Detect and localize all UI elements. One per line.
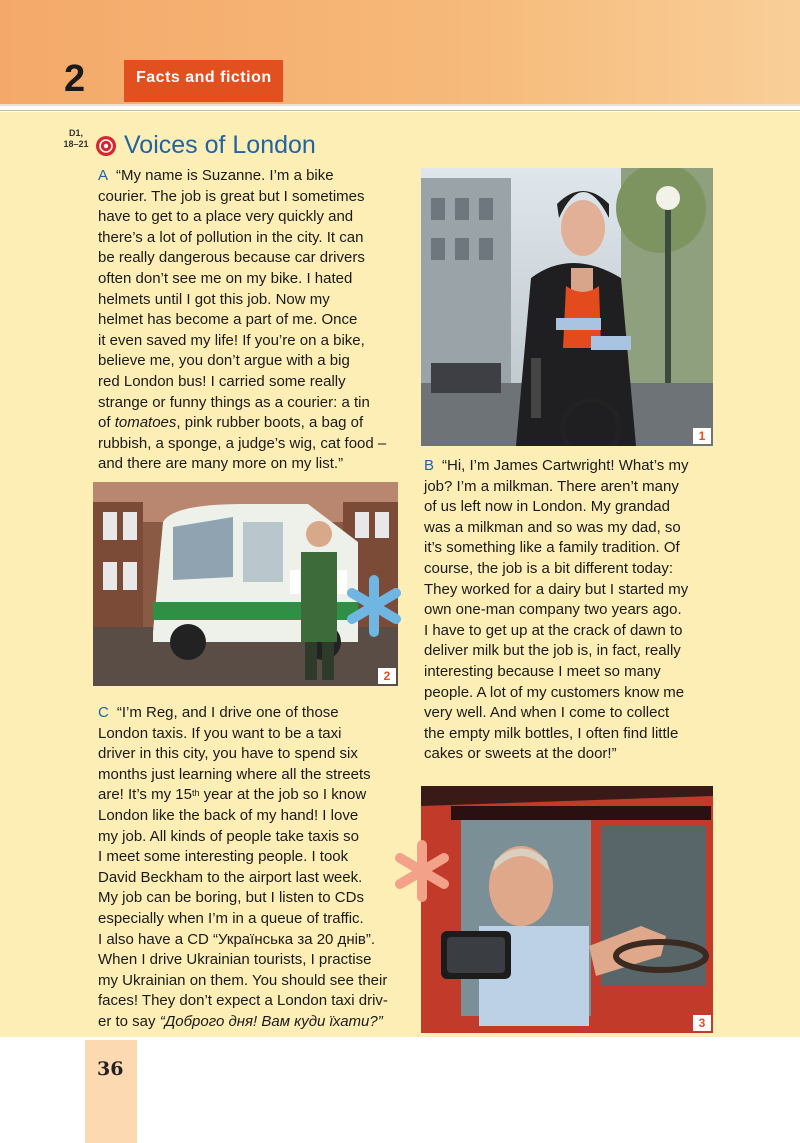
text-line: “Hi, I’m James Cartwright! What’s my xyxy=(442,457,689,474)
audio-cd-icon[interactable] xyxy=(95,135,117,157)
unit-title-tab: Facts and fiction xyxy=(124,60,283,102)
text-line: David Beckham to the airport last week. xyxy=(98,868,363,886)
text-line: courier. The job is great but I sometimes xyxy=(98,187,365,205)
text-line: I meet some interesting people. I took xyxy=(98,848,349,866)
text-line: I also have a CD “Українська за 20 днів”. xyxy=(98,930,376,948)
text-line: course, the job is a bit different today: xyxy=(424,559,674,577)
blue-flower-icon xyxy=(346,573,402,639)
text-line: the empty milk bottles, I often find little xyxy=(424,724,679,742)
bike-courier-image xyxy=(421,168,713,446)
text-line: have to get to a place very quickly and xyxy=(98,208,354,226)
text-line: interesting because I meet so many xyxy=(424,662,661,680)
text-line: driver in this city, you have to spend six xyxy=(98,745,358,763)
track-disc: D1, xyxy=(68,128,83,138)
unit-number: 2 xyxy=(64,58,86,100)
text-line: London taxis. If you want to be a taxi xyxy=(98,724,342,742)
text-line: “I’m Reg, and I drive one of those xyxy=(116,704,339,721)
text-line: helmet has become a part of me. Once xyxy=(98,311,358,329)
text-line: believe me, you don’t argue with a big xyxy=(98,352,350,370)
text-line: rubbish, a sponge, a judge’s wig, cat food – xyxy=(98,434,387,452)
text-line: my job. All kinds of people take taxis so xyxy=(98,827,359,845)
text-line: I have to get up at the crack of dawn to xyxy=(424,621,683,639)
text-line: people. A lot of my customers know me xyxy=(424,683,685,701)
text-line: red London bus! I carried some really xyxy=(98,372,346,390)
text-line: “My name is Suzanne. I’m a bike xyxy=(116,167,334,184)
text-line: They worked for a dairy but I started my xyxy=(424,580,689,598)
text-line: especially when I’m in a queue of traffic. xyxy=(98,909,364,927)
text-line: often don’t see me on my bike. I hated xyxy=(98,269,353,287)
photo-bike-courier xyxy=(421,168,713,446)
audio-track-label xyxy=(58,128,94,150)
text-line: my Ukrainian on them. You should see their xyxy=(98,971,388,989)
text-line xyxy=(424,456,744,477)
section-title: Voices of London xyxy=(124,131,316,159)
text-a xyxy=(98,166,418,475)
photo-number: 1 xyxy=(693,428,711,444)
text-c-letter: C xyxy=(98,704,109,721)
pink-flower-icon xyxy=(394,838,450,904)
text-line: there’s a lot of pollution in the city. It can xyxy=(98,228,364,246)
page-number: 36 xyxy=(97,1058,124,1080)
unit-header xyxy=(0,0,800,104)
text-line: of us left now in London. My grandad xyxy=(424,498,670,516)
text-line: be really dangerous because car drivers xyxy=(98,249,365,267)
italic-word: tomatoes xyxy=(114,414,177,432)
text-line: it even saved my life! If you’re on a bike, xyxy=(98,331,365,349)
text-line: When I drive Ukrainian tourists, I practise xyxy=(98,951,372,969)
text-line xyxy=(98,413,418,434)
text-line: cakes or sweets at the door!” xyxy=(424,745,617,763)
text-a-letter: A xyxy=(98,167,109,184)
text-b-letter: B xyxy=(424,457,435,474)
text-line: and there are many more on my list.” xyxy=(98,455,344,473)
text-line: helmets until I got this job. Now my xyxy=(98,290,330,308)
text-line: strange or funny things as a courier: a tin xyxy=(98,393,370,411)
text-fragment: are! It’s my 15 xyxy=(98,786,192,804)
text-line: faces! They don’t expect a London taxi driv- xyxy=(98,992,388,1010)
text-line: very well. And when I come to collect xyxy=(424,704,670,722)
header-divider-thin xyxy=(0,110,800,111)
photo-taxi-driver xyxy=(421,786,713,1033)
text-line: London like the back of my hand! I love xyxy=(98,806,359,824)
photo-number: 2 xyxy=(378,668,396,684)
track-range: 18–21 xyxy=(63,139,89,149)
text-b xyxy=(424,456,744,765)
text-line: job? I’m a milkman. There aren’t many xyxy=(424,477,679,495)
text-line: My job can be boring, but I listen to CDs xyxy=(98,889,364,907)
text-line: own one-man company two years ago. xyxy=(424,601,682,619)
text-line: it’s something like a family tradition. Of xyxy=(424,539,680,557)
text-fragment: er to say xyxy=(98,1012,160,1030)
text-fragment: year at the job so I know xyxy=(199,786,367,804)
italic-quote: “Доброго дня! Вам куди їхати?” xyxy=(159,1012,383,1030)
page-number-tab xyxy=(85,1040,137,1143)
text-line: was a milkman and so was my dad, so xyxy=(424,518,681,536)
header-divider xyxy=(0,104,800,106)
photo-number: 3 xyxy=(693,1015,711,1031)
text-line xyxy=(98,703,418,724)
text-c xyxy=(98,703,418,1033)
text-a-line xyxy=(98,166,418,187)
text-fragment: of xyxy=(98,414,115,432)
taxi-driver-image xyxy=(421,786,713,1033)
text-line: months just learning where all the streets xyxy=(98,765,371,783)
text-line xyxy=(98,785,418,806)
text-line xyxy=(98,1012,418,1033)
text-fragment: , pink rubber boots, a bag of xyxy=(176,414,364,432)
superscript: th xyxy=(191,788,200,799)
text-line: deliver milk but the job is, in fact, really xyxy=(424,642,681,660)
